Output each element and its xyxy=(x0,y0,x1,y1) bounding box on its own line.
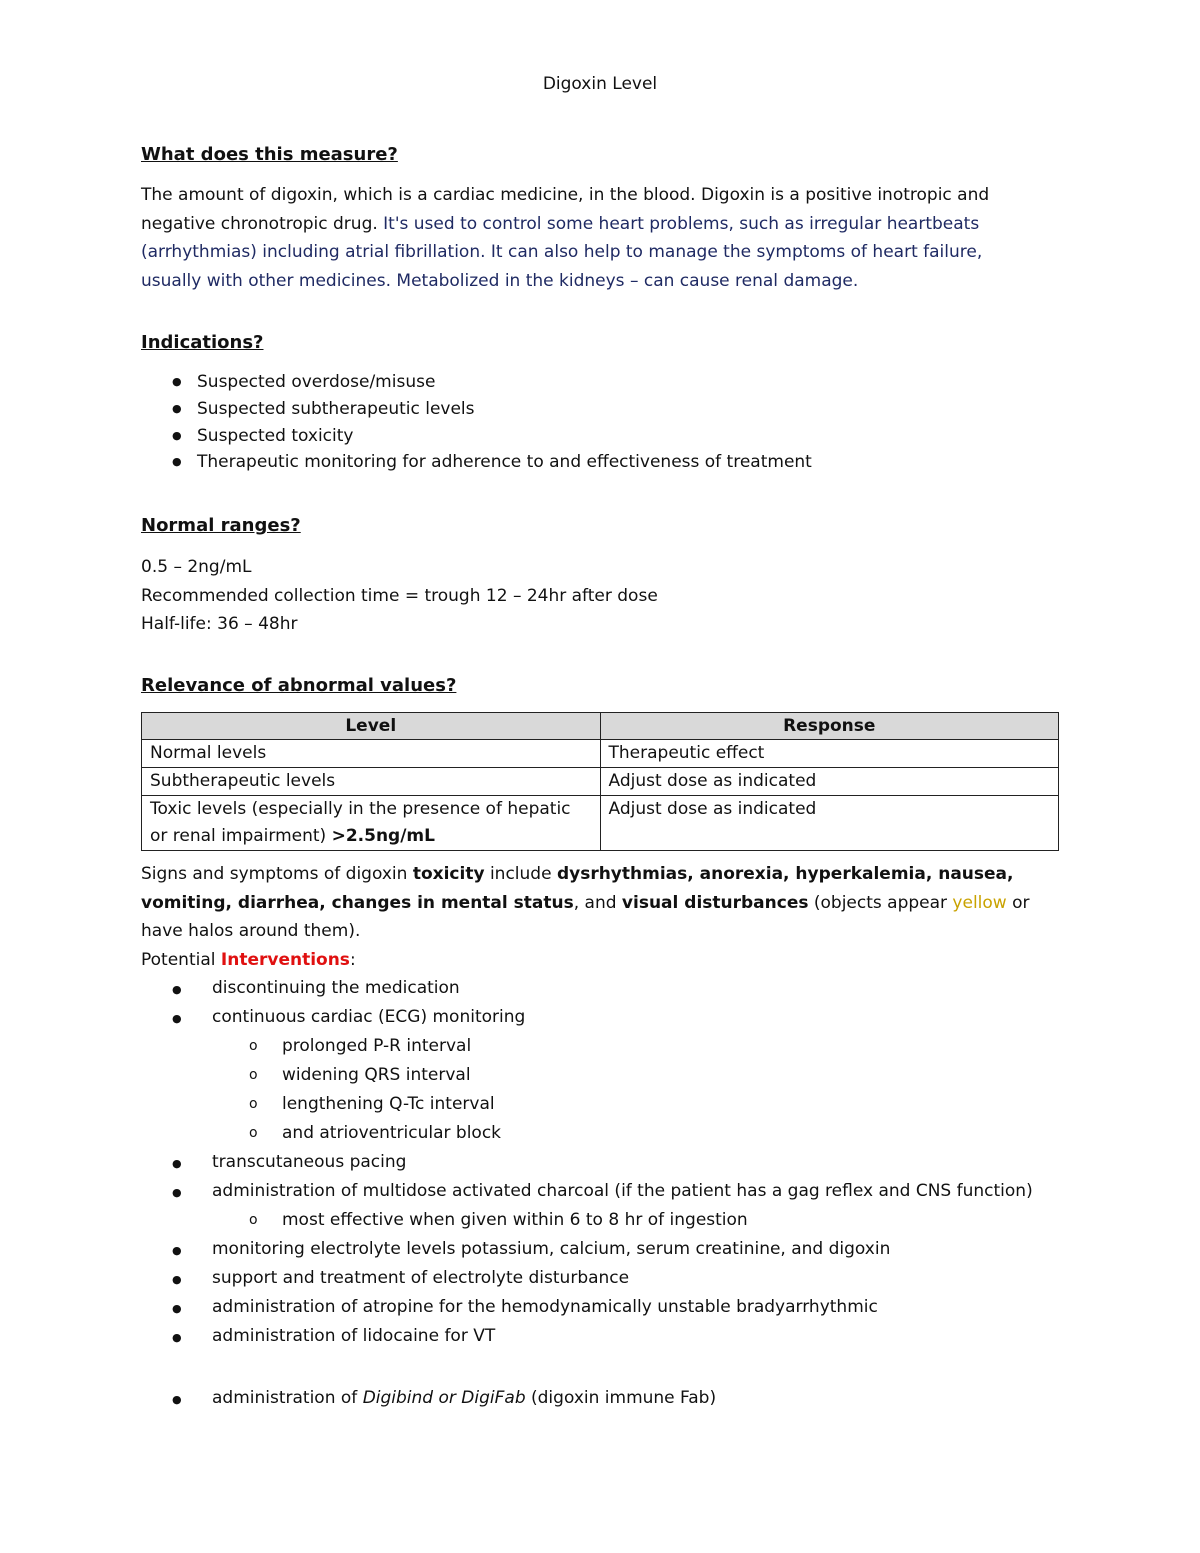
heading-relevance: Relevance of abnormal values? xyxy=(141,675,457,696)
sub-list-item: o and atrioventricular block xyxy=(141,1119,1033,1148)
sub-list-item: o most effective when given within 6 to 8 hr of ingestion xyxy=(141,1206,1033,1235)
toxicity-visual: visual disturbances xyxy=(621,892,809,913)
relevance-table xyxy=(141,712,1059,851)
table-cell: Normal levels xyxy=(142,740,601,768)
table-cell xyxy=(142,796,601,851)
interventions-colon: : xyxy=(349,950,356,970)
toxicity-yellow-word: yellow xyxy=(952,892,1007,913)
list-item xyxy=(141,1384,1033,1413)
list-item: ● monitoring electrolyte levels potassium, calcium, serum creatinine, and digoxin xyxy=(141,1235,1033,1264)
interventions-lead-text: Potential xyxy=(141,950,221,970)
interventions-lead xyxy=(141,946,1021,975)
last-item-text: (digoxin immune Fab) xyxy=(525,1388,717,1408)
indications-list xyxy=(141,369,812,476)
table-cell: Subtherapeutic levels xyxy=(142,768,601,796)
list-item: ● administration of multidose activated charcoal (if the patient has a gag reflex and CNS function) xyxy=(141,1177,1033,1206)
toxicity-text: , and xyxy=(573,892,622,913)
measure-text-2: It's used to control some heart problems, such as irregular heartbeats (arrhythmias) including atrial fibrillation. It can also help to manage the symptoms of heart failure, usually with other medicines. Metabolized in the kidneys – can cause renal damage. xyxy=(141,213,983,291)
table-header-row xyxy=(142,713,1059,740)
list-item: ● Suspected overdose/misuse xyxy=(141,369,812,396)
list-item: ● Therapeutic monitoring for adherence to and effectiveness of treatment xyxy=(141,449,812,476)
toxicity-text: (objects appear xyxy=(808,892,953,913)
list-item: ● administration of lidocaine for VT xyxy=(141,1322,1033,1351)
heading-indications: Indications? xyxy=(141,332,264,353)
measure-text-1: The amount of digoxin, which is a cardiac medicine, in the blood. Digoxin is a positive inotropic and negative chronotropic drug. xyxy=(141,185,990,234)
list-item: ● transcutaneous pacing xyxy=(141,1148,1033,1177)
last-item-text: administration of xyxy=(212,1388,363,1408)
table-row xyxy=(142,740,1059,768)
list-item: ● Suspected subtherapeutic levels xyxy=(141,396,812,423)
range-line: Half-life: 36 – 48hr xyxy=(141,614,298,634)
normal-ranges-block xyxy=(141,553,658,639)
measure-paragraph xyxy=(141,181,1021,295)
table-cell: Adjust dose as indicated xyxy=(600,796,1059,851)
table-row xyxy=(142,768,1059,796)
list-item: ● administration of atropine for the hemodynamically unstable bradyarrhythmic xyxy=(141,1293,1033,1322)
table-cell: Adjust dose as indicated xyxy=(600,768,1059,796)
list-item: ● discontinuing the medication xyxy=(141,974,1033,1003)
table-header-response: Response xyxy=(600,713,1059,740)
heading-normal-ranges: Normal ranges? xyxy=(141,515,301,536)
table-cell: Therapeutic effect xyxy=(600,740,1059,768)
interventions-label: Interventions xyxy=(220,950,350,970)
sub-list-item: o widening QRS interval xyxy=(141,1061,1033,1090)
heading-what-does-this-measure: What does this measure? xyxy=(141,144,398,165)
toxicity-text: or have halos around them). xyxy=(141,892,1030,941)
toxicity-bold: toxicity xyxy=(412,864,485,884)
document-title: Digoxin Level xyxy=(542,74,658,94)
sub-list-item: o prolonged P-R interval xyxy=(141,1032,1033,1061)
list-item: ● support and treatment of electrolyte disturbance xyxy=(141,1264,1033,1293)
toxicity-text: Signs and symptoms of digoxin xyxy=(141,864,413,884)
list-item: ● continuous cardiac (ECG) monitoring xyxy=(141,1003,1033,1032)
list-spacer xyxy=(141,1351,1033,1384)
last-item-italic: Digibind or DigiFab xyxy=(362,1388,526,1408)
table-row xyxy=(142,796,1059,851)
toxicity-paragraph xyxy=(141,860,1041,946)
range-line: Recommended collection time = trough 12 – 24hr after dose xyxy=(141,585,658,606)
toxic-level-value: >2.5ng/mL xyxy=(331,826,435,846)
toxicity-symptoms: dysrhythmias, anorexia, hyperkalemia, nausea, vomiting, diarrhea, changes in mental status xyxy=(141,864,1014,913)
interventions-list xyxy=(141,974,1033,1413)
sub-list-item: o lengthening Q-Tc interval xyxy=(141,1090,1033,1119)
range-line: 0.5 – 2ng/mL xyxy=(141,557,252,577)
table-header-level: Level xyxy=(142,713,601,740)
list-item: ● Suspected toxicity xyxy=(141,423,812,450)
toxicity-text: include xyxy=(484,864,557,884)
toxic-level-text: Toxic levels (especially in the presence of hepatic or renal impairment) xyxy=(150,799,571,846)
